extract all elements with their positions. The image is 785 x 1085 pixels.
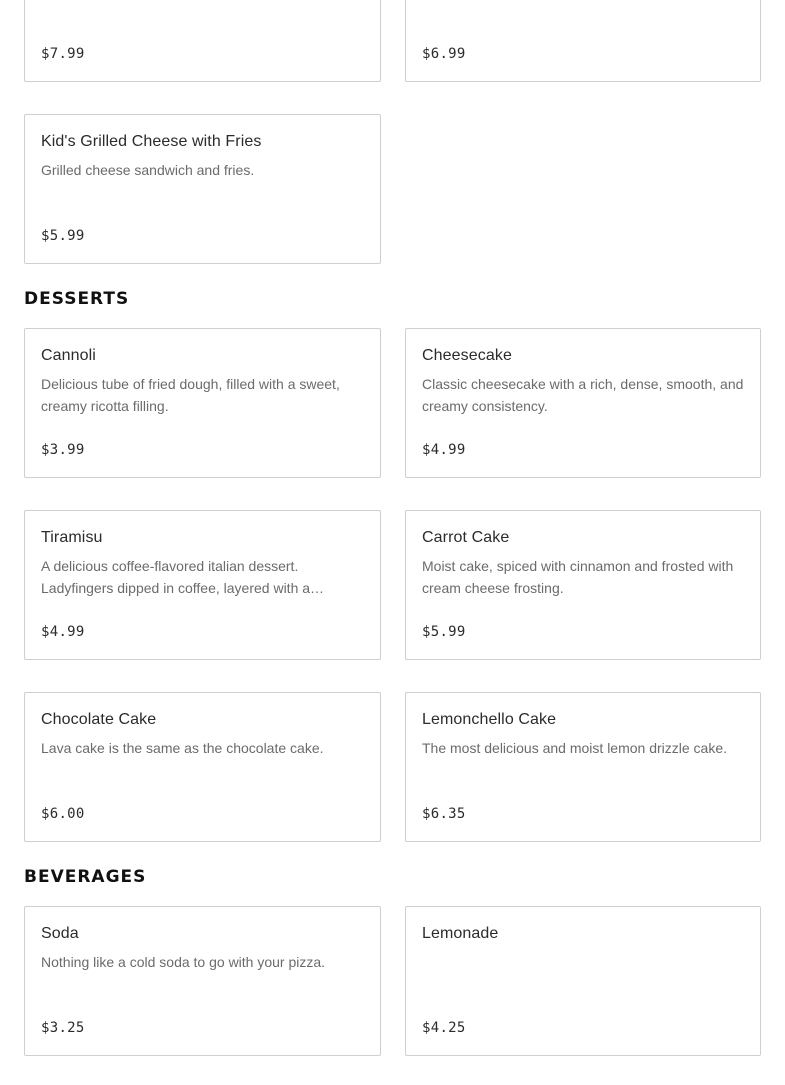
menu-item-card[interactable]: [24, 692, 381, 842]
item-description: Lava cake is the same as the chocolate cake.: [41, 740, 324, 756]
item-price: $6.00: [41, 806, 85, 822]
menu-item-card[interactable]: [24, 510, 381, 660]
item-name: Cheesecake: [422, 347, 512, 364]
menu-item-card[interactable]: [24, 0, 381, 82]
item-name: Chocolate Cake: [41, 711, 157, 728]
item-name: Soda: [41, 925, 79, 942]
item-price: $4.99: [422, 442, 466, 458]
item-price: $3.99: [41, 442, 85, 458]
item-description: A delicious coffee-flavored italian dessert. Ladyfingers dipped in coffee, layered with a…: [41, 558, 325, 596]
item-description: Nothing like a cold soda to go with your pizza.: [41, 954, 326, 970]
section-heading-beverages: BEVERAGES: [24, 867, 147, 887]
item-name: Kid's Grilled Cheese with Fries: [41, 133, 262, 150]
item-description: The most delicious and moist lemon drizzle cake.: [422, 740, 728, 756]
item-price: $7.99: [41, 46, 85, 62]
menu-item-card[interactable]: [405, 328, 761, 478]
menu-item-card[interactable]: [24, 328, 381, 478]
item-price: $4.99: [41, 624, 85, 640]
item-description: Moist cake, spiced with cinnamon and frosted with cream cheese frosting.: [422, 558, 734, 596]
item-name: Lemonade: [422, 925, 499, 942]
item-price: $5.99: [422, 624, 466, 640]
item-description: Delicious tube of fried dough, filled with a sweet, creamy ricotta filling.: [41, 376, 340, 414]
item-name: Carrot Cake: [422, 529, 510, 546]
menu-item-card[interactable]: [405, 906, 761, 1056]
item-name: Lemonchello Cake: [422, 711, 557, 728]
item-price: $6.99: [422, 46, 466, 62]
menu-item-card[interactable]: [24, 906, 381, 1056]
menu-item-card[interactable]: [405, 692, 761, 842]
item-price: $4.25: [422, 1020, 466, 1036]
item-name: Cannoli: [41, 347, 96, 364]
item-price: $6.35: [422, 806, 466, 822]
item-name: Tiramisu: [41, 529, 103, 546]
item-price: $5.99: [41, 228, 85, 244]
item-description: Classic cheesecake with a rich, dense, smooth, and creamy consistency.: [422, 376, 744, 414]
item-description: Grilled cheese sandwich and fries.: [41, 162, 255, 178]
menu-item-card[interactable]: [405, 510, 761, 660]
item-price: $3.25: [41, 1020, 85, 1036]
menu-item-card[interactable]: [405, 0, 761, 82]
menu-item-card[interactable]: [24, 114, 381, 264]
section-heading-desserts: DESSERTS: [24, 289, 130, 309]
